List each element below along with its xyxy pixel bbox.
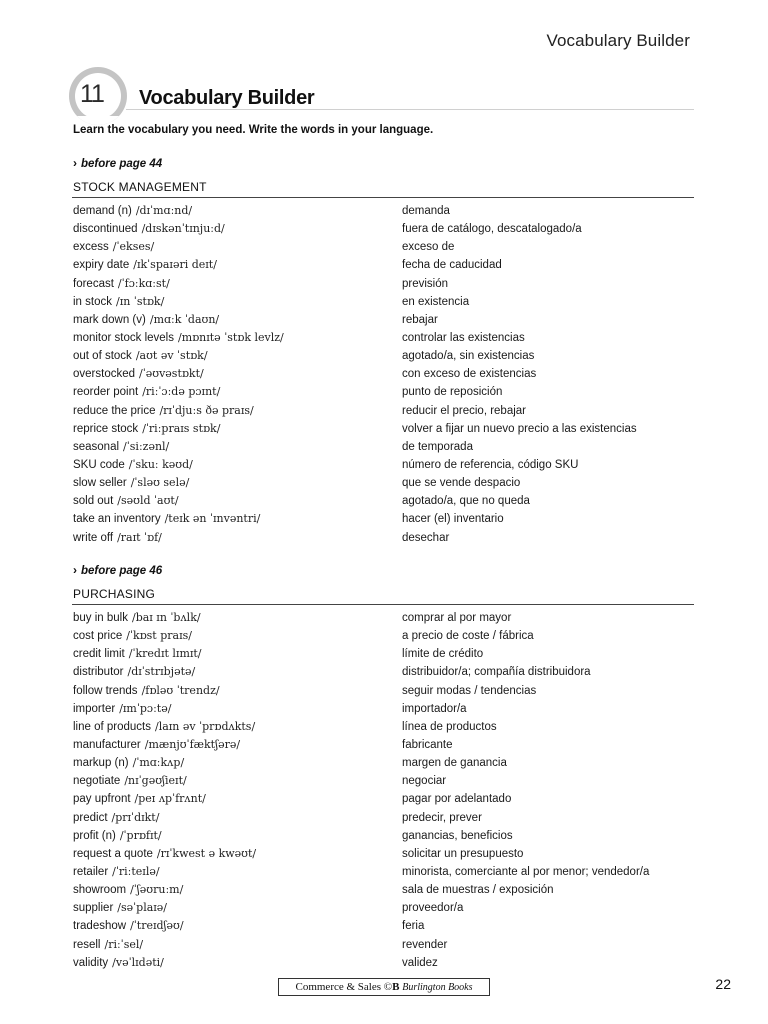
vocab-translation: previsión xyxy=(402,277,449,290)
vocab-pronunciation: /ˈekses/ xyxy=(112,240,155,254)
vocab-translation: límite de crédito xyxy=(402,648,484,661)
vocab-row xyxy=(73,275,713,293)
vocab-pronunciation: /riːˈɔːdə pɔɪnt/ xyxy=(142,385,221,399)
vocab-translation: comprar al por mayor xyxy=(402,612,512,624)
vocab-translation: controlar las existencias xyxy=(402,331,525,344)
title-divider xyxy=(126,109,694,110)
vocab-translation: predecir, prever xyxy=(402,811,482,824)
vocab-term-cell xyxy=(73,790,206,808)
section-1-before-label xyxy=(73,156,162,170)
vocab-row xyxy=(73,790,713,808)
vocab-translation: validez xyxy=(402,956,438,969)
vocab-row xyxy=(73,863,713,881)
vocab-term-cell xyxy=(73,365,204,383)
vocab-term-cell xyxy=(73,256,217,274)
vocab-pronunciation: /baɪ ɪn ˈbʌlk/ xyxy=(131,611,201,624)
vocab-term-cell xyxy=(73,645,202,663)
vocab-pronunciation: /ˈprɒfɪt/ xyxy=(119,828,162,842)
vocab-translation: solicitar un presupuesto xyxy=(402,847,524,860)
vocab-term-cell xyxy=(73,754,184,772)
vocab-translation: de temporada xyxy=(402,440,473,453)
vocab-term: manufacturer xyxy=(73,738,141,751)
vocab-row xyxy=(73,383,713,401)
vocab-translation: número de referencia, código SKU xyxy=(402,458,579,471)
vocab-term-cell xyxy=(73,809,159,827)
vocab-term-cell xyxy=(73,917,184,935)
vocab-row xyxy=(73,311,713,329)
vocab-translation: con exceso de existencias xyxy=(402,368,537,381)
vocab-term-cell xyxy=(73,881,183,899)
vocab-term-cell xyxy=(73,275,170,293)
vocab-term: markup (n) xyxy=(73,757,129,770)
vocab-pronunciation: /ˈtreɪdʃəʊ/ xyxy=(130,919,184,933)
vocab-term-cell xyxy=(73,899,167,917)
vocab-translation: fuera de catálogo, descatalogado/a xyxy=(402,223,582,236)
vocab-pronunciation: /peɪ ʌpˈfrʌnt/ xyxy=(134,792,206,806)
section-2-heading: PURCHASING xyxy=(73,587,156,601)
vocab-pronunciation: /aʊt əv ˈstɒk/ xyxy=(135,349,208,363)
vocab-term: slow seller xyxy=(73,477,127,490)
vocab-term: monitor stock levels xyxy=(73,331,174,344)
vocab-pronunciation: /ɪn ˈstɒk/ xyxy=(116,294,165,308)
vocab-term-cell xyxy=(73,238,154,256)
vocab-translation: seguir modas / tendencias xyxy=(402,684,537,697)
vocab-pronunciation: /ˈfɔːkɑːst/ xyxy=(117,276,170,290)
vocab-pronunciation: /prɪˈdɪkt/ xyxy=(111,810,160,824)
vocab-translation: proveedor/a xyxy=(402,902,464,915)
vocab-translation: fabricante xyxy=(402,738,453,751)
vocab-translation: que se vende despacio xyxy=(402,477,521,490)
vocab-translation: negociar xyxy=(402,775,447,788)
section-1-vocab-list xyxy=(73,202,713,547)
vocab-term-cell xyxy=(73,627,192,645)
vocab-term-cell xyxy=(73,718,255,736)
vocab-pronunciation: /ɪkˈspaɪəri deɪt/ xyxy=(133,258,217,272)
vocab-row xyxy=(73,627,713,645)
vocab-row xyxy=(73,917,713,935)
vocab-row xyxy=(73,663,713,681)
vocab-term: discontinued xyxy=(73,223,138,236)
vocab-term-cell xyxy=(73,736,240,754)
vocab-pronunciation: /teɪk ən ˈɪnvəntri/ xyxy=(164,512,261,526)
vocab-term: validity xyxy=(73,956,109,969)
vocab-pronunciation: /laɪn əv ˈprɒdʌkts/ xyxy=(155,719,256,733)
vocab-pronunciation: /ˈkredɪt lɪmɪt/ xyxy=(128,647,202,661)
vocab-row xyxy=(73,529,713,547)
vocab-term: tradeshow xyxy=(73,920,127,933)
vocab-term-cell xyxy=(73,329,284,347)
vocab-row xyxy=(73,438,713,456)
vocab-term-cell xyxy=(73,845,256,863)
vocab-term-cell xyxy=(73,772,187,790)
section-2-before-text: before page 46 xyxy=(81,565,163,577)
vocab-term: take an inventory xyxy=(73,513,161,526)
vocab-term: overstocked xyxy=(73,368,136,381)
vocab-term: buy in bulk xyxy=(73,612,128,624)
instructions: Learn the vocabulary you need. Write the words in your language. xyxy=(73,124,434,136)
vocab-term: credit limit xyxy=(73,648,125,661)
vocab-row xyxy=(73,809,713,827)
section-2-rule xyxy=(72,604,694,605)
vocab-translation: revender xyxy=(402,938,448,951)
vocab-term: mark down (v) xyxy=(73,313,146,326)
vocab-row xyxy=(73,645,713,663)
vocab-translation: minorista, comerciante al por menor; vendedor/a xyxy=(402,865,650,878)
vocab-term: excess xyxy=(73,241,109,254)
vocab-pronunciation: /ˈskuː kəʊd/ xyxy=(128,457,193,471)
vocab-term-cell xyxy=(73,700,171,718)
vocab-translation: agotado/a, que no queda xyxy=(402,495,530,508)
vocab-term-cell xyxy=(73,609,201,627)
vocab-term: seasonal xyxy=(73,440,120,453)
vocab-row xyxy=(73,845,713,863)
vocab-pronunciation: /mɒnɪtə ˈstɒk levlz/ xyxy=(177,330,284,344)
vocab-pronunciation: /rɪˈkwest ə kwəʊt/ xyxy=(156,846,257,860)
vocab-term: importer xyxy=(73,702,116,715)
vocab-term: profit (n) xyxy=(73,829,116,842)
vocab-term: distributor xyxy=(73,666,124,679)
vocab-translation: fecha de caducidad xyxy=(402,259,502,272)
vocab-row xyxy=(73,609,713,627)
vocab-term-cell xyxy=(73,954,164,972)
vocab-term: cost price xyxy=(73,630,123,643)
vocab-row xyxy=(73,402,713,420)
footer-text: Commerce & Sales © xyxy=(295,981,393,993)
vocab-pronunciation: /ɪmˈpɔːtə/ xyxy=(119,701,172,715)
vocab-term-cell xyxy=(73,438,169,456)
unit-title: Vocabulary Builder xyxy=(139,87,315,109)
vocab-translation: ganancias, beneficios xyxy=(402,829,513,842)
vocab-translation: rebajar xyxy=(402,313,438,326)
vocab-row xyxy=(73,256,713,274)
vocab-pronunciation: /vəˈlɪdəti/ xyxy=(112,955,164,969)
vocab-pronunciation: /mɑːk ˈdaʊn/ xyxy=(149,312,220,326)
vocab-pronunciation: /raɪt ˈɒf/ xyxy=(117,530,162,544)
vocab-term-cell xyxy=(73,293,164,311)
publisher-logo-icon: B xyxy=(392,981,400,993)
vocab-translation: línea de productos xyxy=(402,720,497,733)
vocab-term-cell xyxy=(73,663,195,681)
vocab-term: expiry date xyxy=(73,259,130,272)
vocab-term: supplier xyxy=(73,902,114,915)
section-1-rule xyxy=(72,197,694,198)
vocab-term: demand (n) xyxy=(73,205,132,217)
vocab-row xyxy=(73,754,713,772)
vocab-term: pay upfront xyxy=(73,793,131,806)
vocab-row xyxy=(73,718,713,736)
vocab-translation: desechar xyxy=(402,531,450,544)
vocab-term: retailer xyxy=(73,865,109,878)
vocab-pronunciation: /dɪskənˈtɪnjuːd/ xyxy=(141,222,225,236)
vocab-term-cell xyxy=(73,347,208,365)
vocab-term: write off xyxy=(73,531,114,544)
vocab-row xyxy=(73,772,713,790)
vocab-translation: distribuidor/a; compañía distribuidora xyxy=(402,666,591,679)
vocab-row xyxy=(73,954,713,972)
vocab-pronunciation: /səʊld ˈaʊt/ xyxy=(117,494,179,508)
vocab-term-cell xyxy=(73,529,162,547)
vocab-pronunciation: /nɪˈgəʊʃieɪt/ xyxy=(124,774,187,788)
vocab-translation: hacer (el) inventario xyxy=(402,513,504,526)
vocab-translation: a precio de coste / fábrica xyxy=(402,630,534,643)
vocab-row xyxy=(73,474,713,492)
vocab-term: reorder point xyxy=(73,386,139,399)
vocab-row xyxy=(73,510,713,528)
vocab-term: request a quote xyxy=(73,847,153,860)
vocab-term: line of products xyxy=(73,720,151,733)
vocab-term: showroom xyxy=(73,884,127,897)
vocab-row xyxy=(73,492,713,510)
vocab-term-cell xyxy=(73,383,220,401)
section-2-before-label xyxy=(73,563,162,577)
vocab-term: reduce the price xyxy=(73,404,156,417)
vocab-translation: pagar por adelantado xyxy=(402,793,512,806)
vocab-pronunciation: /ˈsləʊ selə/ xyxy=(130,476,190,490)
vocab-term-cell xyxy=(73,827,162,845)
vocab-term-cell xyxy=(73,863,160,881)
vocab-pronunciation: /rɪˈdjuːs ðə praɪs/ xyxy=(159,403,254,417)
chevron-right-icon: › xyxy=(73,156,77,170)
vocab-row xyxy=(73,736,713,754)
vocab-pronunciation: /dɪˈmɑːnd/ xyxy=(135,204,193,217)
vocab-translation: reducir el precio, rebajar xyxy=(402,404,527,417)
footer-copyright xyxy=(278,978,490,996)
vocab-term: follow trends xyxy=(73,684,138,697)
vocab-term-cell xyxy=(73,682,220,700)
vocab-term: negotiate xyxy=(73,775,121,788)
vocab-row xyxy=(73,456,713,474)
vocab-pronunciation: /ˈsiːzənl/ xyxy=(123,439,170,453)
vocab-term-cell xyxy=(73,311,219,329)
vocab-row xyxy=(73,329,713,347)
vocab-term: SKU code xyxy=(73,458,125,471)
vocab-translation: exceso de xyxy=(402,241,455,254)
vocab-term-cell xyxy=(73,420,220,438)
vocab-translation: volver a fijar un nuevo precio a las existencias xyxy=(402,422,637,435)
vocab-pronunciation: /mænjʊˈfæktʃərə/ xyxy=(144,737,241,751)
vocab-row xyxy=(73,420,713,438)
unit-number: 11 xyxy=(80,80,104,108)
vocab-translation: importador/a xyxy=(402,702,467,715)
vocab-term-cell xyxy=(73,220,225,238)
vocab-row xyxy=(73,936,713,954)
vocab-term-cell xyxy=(73,492,179,510)
running-header: Vocabulary Builder xyxy=(546,31,690,50)
vocab-pronunciation: /ˈriːpraɪs stɒk/ xyxy=(142,421,221,435)
section-1-heading: STOCK MANAGEMENT xyxy=(73,180,207,194)
vocab-term: in stock xyxy=(73,295,112,308)
vocab-term-cell xyxy=(73,456,193,474)
vocab-row xyxy=(73,827,713,845)
vocab-pronunciation: /ˈriːteɪlə/ xyxy=(112,864,160,878)
vocab-row xyxy=(73,899,713,917)
vocab-pronunciation: /riːˈsel/ xyxy=(104,937,144,951)
vocab-row xyxy=(73,881,713,899)
vocab-row xyxy=(73,293,713,311)
vocab-row xyxy=(73,347,713,365)
vocab-pronunciation: /ˈmɑːkʌp/ xyxy=(132,756,185,770)
vocab-row xyxy=(73,682,713,700)
page-number: 22 xyxy=(715,976,731,992)
vocab-pronunciation: /ˈkɒst praɪs/ xyxy=(126,629,192,643)
vocab-translation: agotado/a, sin existencias xyxy=(402,350,535,363)
vocab-pronunciation: /səˈplaɪə/ xyxy=(117,901,168,915)
footer-publisher: Burlington Books xyxy=(402,982,473,993)
vocab-term-cell xyxy=(73,474,189,492)
vocab-term: forecast xyxy=(73,277,114,290)
vocab-term-cell xyxy=(73,402,254,420)
vocab-translation: demanda xyxy=(402,205,450,217)
vocab-translation: en existencia xyxy=(402,295,470,308)
vocab-row xyxy=(73,238,713,256)
vocab-term: resell xyxy=(73,938,101,951)
vocab-term-cell xyxy=(73,936,143,954)
vocab-translation: margen de ganancia xyxy=(402,757,507,770)
section-1-before-text: before page 44 xyxy=(81,158,163,170)
vocab-term: predict xyxy=(73,811,108,824)
vocab-row xyxy=(73,220,713,238)
vocab-row xyxy=(73,365,713,383)
vocab-pronunciation: /ˈʃəʊruːm/ xyxy=(130,883,184,897)
vocab-row xyxy=(73,202,713,220)
vocab-term-cell xyxy=(73,510,260,528)
vocab-pronunciation: /fɒləʊ ˈtrendz/ xyxy=(141,683,220,697)
vocab-term: out of stock xyxy=(73,350,132,363)
vocab-term: sold out xyxy=(73,495,114,508)
vocab-pronunciation: /ˈəʊvəstɒkt/ xyxy=(139,367,204,381)
vocab-translation: feria xyxy=(402,920,425,933)
section-2-vocab-list xyxy=(73,609,713,972)
vocab-pronunciation: /dɪˈstrɪbjətə/ xyxy=(127,665,196,679)
chevron-right-icon: › xyxy=(73,563,77,577)
vocab-translation: sala de muestras / exposición xyxy=(402,884,554,897)
vocab-row xyxy=(73,700,713,718)
vocab-term: reprice stock xyxy=(73,422,139,435)
vocab-term-cell xyxy=(73,202,192,220)
vocab-translation: punto de reposición xyxy=(402,386,503,399)
